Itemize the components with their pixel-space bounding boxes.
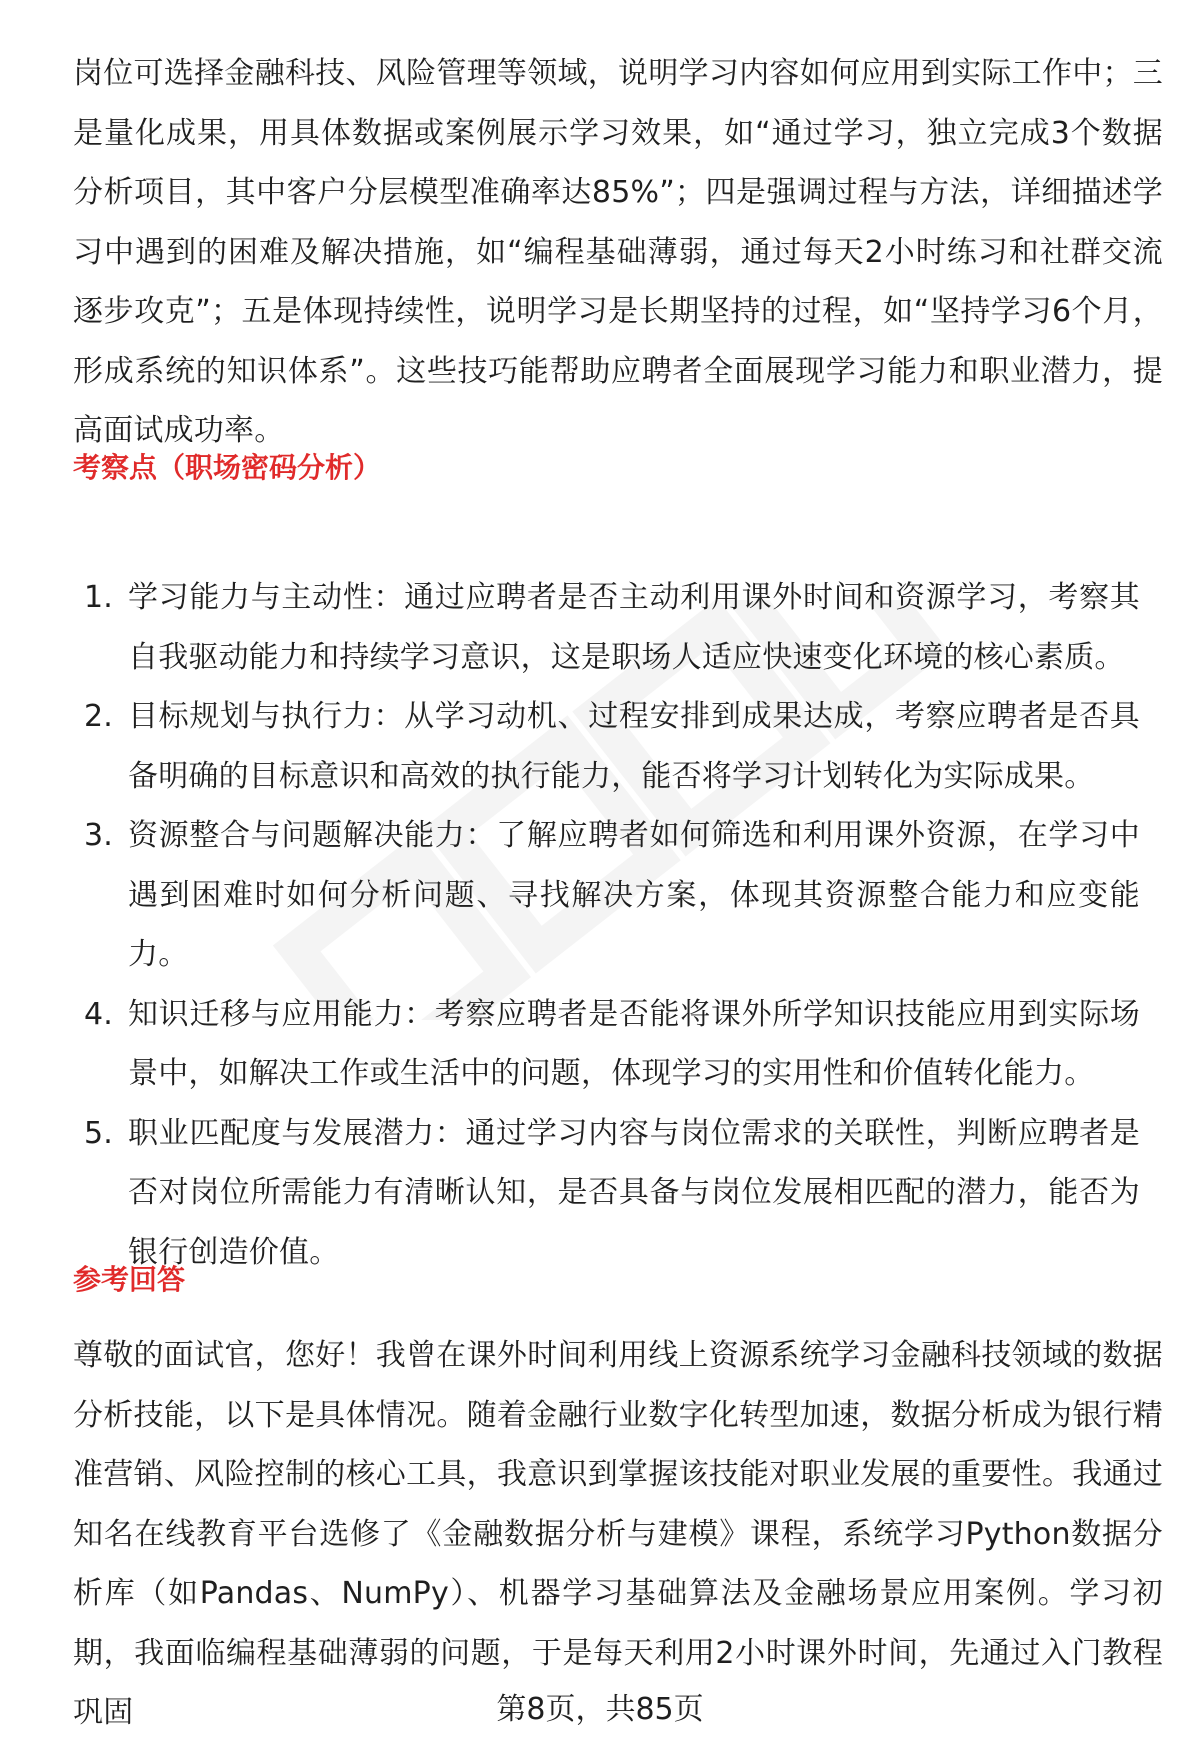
list-item-number: 5. — [84, 1115, 114, 1151]
list-item — [0, 806, 1140, 985]
page-number: 第8页，共85页 — [496, 1692, 704, 1727]
list-item-number: 3. — [84, 818, 114, 853]
list-item-text: 资源整合与问题解决能力：了解应聘者如何筛选和利用课外资源，在学习中遇到困难时如何分析问题、寻找解决方案，体现其资源整合能力和应变能力。 — [128, 818, 1140, 972]
list-item — [0, 985, 1140, 1104]
list-item-number: 2. — [84, 699, 114, 734]
list-item-number: 1. — [84, 580, 114, 615]
assessment-heading: 考察点（职场密码分析） — [73, 451, 382, 484]
list-item-text: 目标规划与执行力：从学习动机、过程安排到成果达成，考察应聘者是否具备明确的目标意识和高效的执行能力，能否将学习计划转化为实际成果。 — [128, 699, 1140, 794]
list-item — [0, 687, 1140, 806]
list-item-text: 知识迁移与应用能力：考察应聘者是否能将课外所学知识技能应用到实际场景中，如解决工作或生活中的问题，体现学习的实用性和价值转化能力。 — [128, 996, 1140, 1091]
assessment-list — [0, 568, 1200, 1282]
list-item — [0, 1104, 1140, 1283]
list-item-number: 4. — [84, 996, 114, 1032]
list-item-text: 职业匹配度与发展潜力：通过学习内容与岗位需求的关联性，判断应聘者是否对岗位所需能力有清晰认知，是否具备与岗位发展相匹配的潜力，能否为银行创造价值。 — [128, 1115, 1140, 1270]
answer-heading: 参考回答 — [73, 1263, 186, 1296]
answer-paragraph: 尊敬的面试官，您好！我曾在课外时间利用线上资源系统学习金融科技领域的数据分析技能，以下是具体情况。随着金融行业数字化转型加速，数据分析成为银行精准营销、风险控制的核心工具，我意识到掌握该技能对职业发展的重要性。我通过知名在线教育平台选修了《金融数据分析与建模》课程，系统学习Python数据分析库（如Pandas、NumPy）、机器学习基础算法及金融场景应用案例。学习初期，我面临编程基础薄弱的问题，于是每天利用2小时课外时间，先通过入门教程巩固 — [73, 1338, 1163, 1730]
list-item-text: 学习能力与主动性：通过应聘者是否主动利用课外时间和资源学习，考察其自我驱动能力和持续学习意识，这是职场人适应快速变化环境的核心素质。 — [128, 580, 1140, 675]
list-item — [0, 568, 1140, 687]
intro-paragraph: 岗位可选择金融科技、风险管理等领域，说明学习内容如何应用到实际工作中；三是量化成果，用具体数据或案例展示学习效果，如“通过学习，独立完成3个数据分析项目，其中客户分层模型准确率达85%”；四是强调过程与方法，详细描述学习中遇到的困难及解决措施，如“编程基础薄弱，通过每天2小时练习和社群交流逐步攻克”；五是体现持续性，说明学习是长期坚持的过程，如“坚持学习6个月，形成系统的知识体系”。这些技巧能帮助应聘者全面展现学习能力和职业潜力，提高面试成功率。 — [73, 56, 1163, 448]
